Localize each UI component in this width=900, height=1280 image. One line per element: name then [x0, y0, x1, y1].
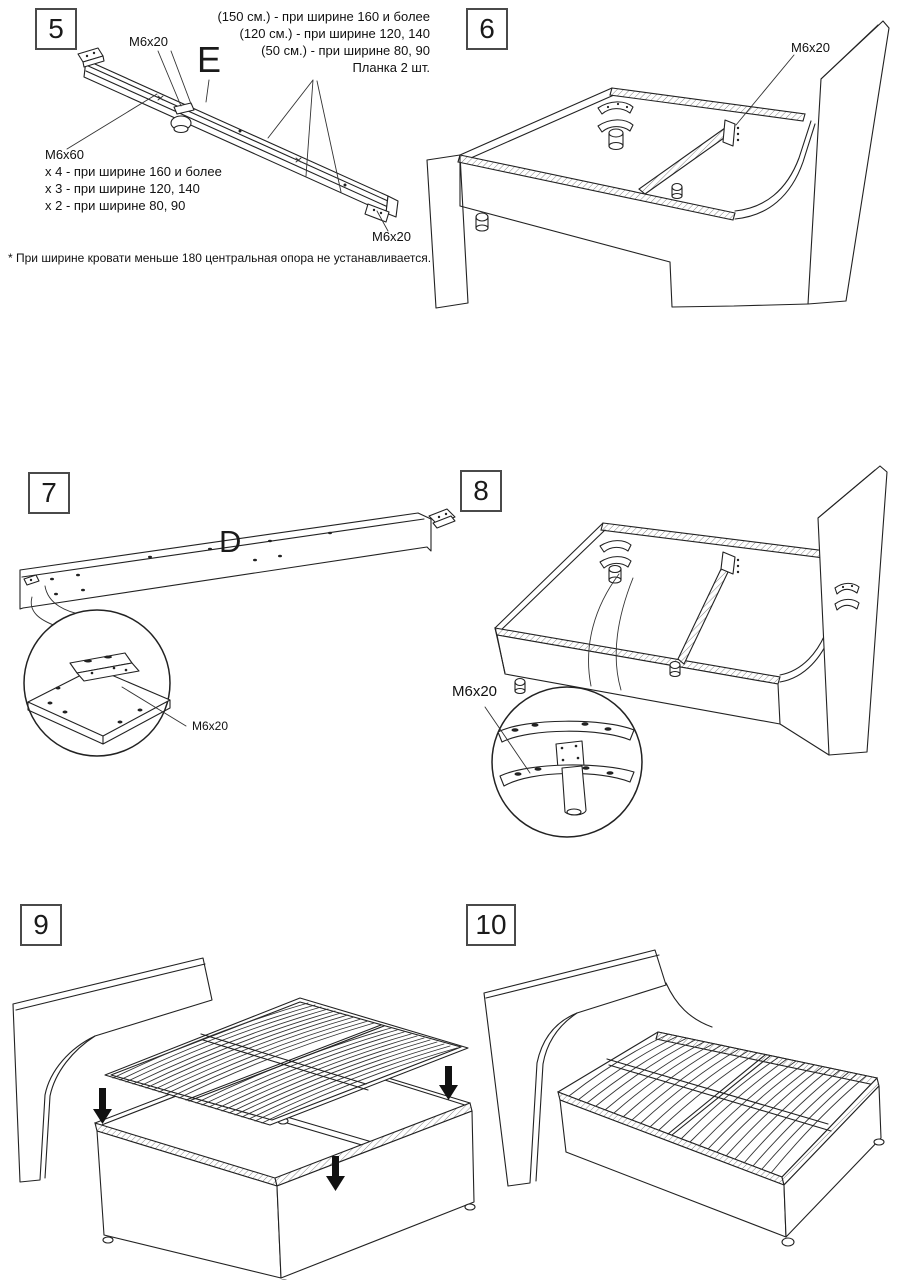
corner-brackets-left	[600, 541, 631, 583]
beam-end-bracket-left	[78, 48, 104, 67]
step-5-bolt-top-label: M6x20	[129, 34, 169, 49]
length-note-line-4: Планка 2 шт.	[352, 60, 430, 75]
screw-note-line-2: x 4 - при ширине 160 и более	[45, 164, 222, 179]
bed-base	[558, 1032, 884, 1246]
step-8-bolt-label: M6x20	[452, 683, 498, 700]
length-note-line-3: (50 см.) - при ширине 80, 90	[261, 43, 430, 58]
corner-bracket-parts	[598, 102, 633, 150]
headboard	[780, 466, 887, 755]
screw-note-line-1: M6x60	[45, 147, 85, 162]
step-5-number: 5	[48, 13, 64, 44]
screw-qty-note	[45, 146, 222, 214]
step-10-illustration	[482, 945, 900, 1280]
step-5-bolt-bottom-label: M6x20	[372, 229, 412, 244]
step-5-part-letter: E	[197, 39, 222, 80]
step-9-illustration	[0, 890, 510, 1280]
step-8-number: 8	[473, 475, 489, 506]
down-arrow-icon	[93, 1088, 112, 1124]
width-footnote: * При ширине кровати меньше 180 центральная опора не устанавливается.	[8, 251, 432, 265]
length-note-line-1: (150 см.) - при ширине 160 и более	[217, 9, 430, 24]
step-10-number: 10	[475, 909, 507, 940]
screw-note-line-4: x 2 - при ширине 80, 90	[45, 198, 186, 213]
detail-callout	[485, 574, 642, 837]
step-10-number-box	[466, 904, 516, 946]
step-7-part-letter: D	[219, 524, 242, 559]
beam-end-bracket-right	[365, 196, 398, 222]
step-6-bolt-label: M6x20	[791, 40, 831, 55]
center-beam	[670, 552, 739, 677]
headboard	[808, 21, 889, 304]
slatted-base	[105, 998, 468, 1125]
step-7-number: 7	[41, 477, 57, 508]
bed-frame	[427, 21, 889, 308]
step-8-illustration	[443, 460, 900, 870]
screw-note-line-3: x 3 - при ширине 120, 140	[45, 181, 200, 196]
plank-length-note	[210, 8, 430, 76]
detail-callout	[24, 586, 186, 756]
center-beam	[639, 120, 739, 199]
step-9-number: 9	[33, 909, 49, 940]
length-note-line-2: (120 см.) - при ширине 120, 140	[239, 26, 430, 41]
step-6-number: 6	[479, 13, 495, 44]
step-7-bolt-label: M6x20	[192, 719, 229, 733]
step-7-illustration	[0, 460, 466, 795]
